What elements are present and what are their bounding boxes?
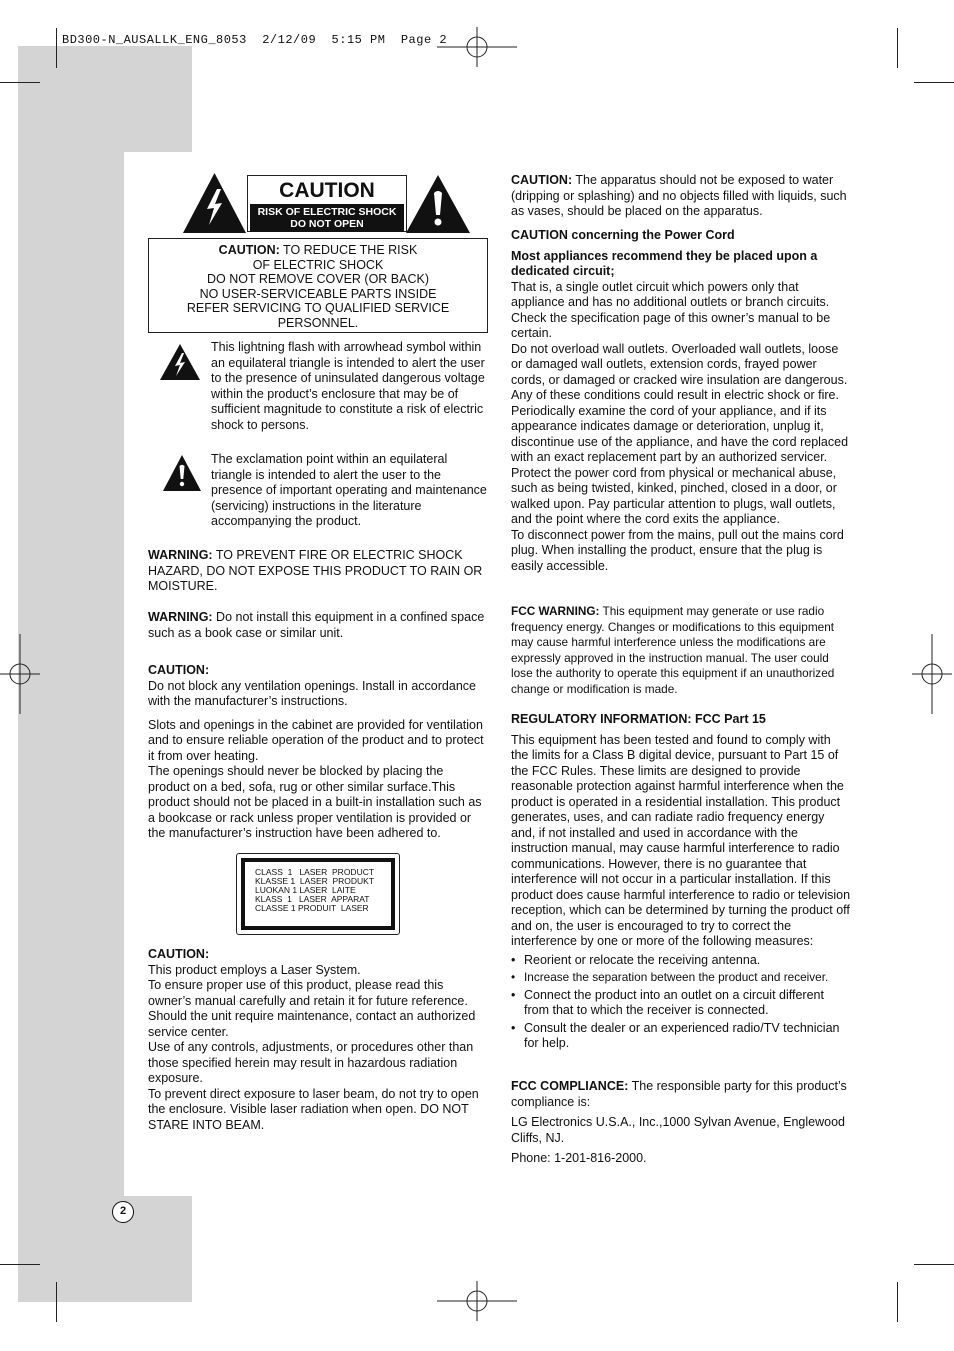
laser-product-label: CLASS 1 LASER PRODUCT KLASSE 1 LASER PRODUKT LUOKAN 1 LASER LAITE KLASS 1 LASER APPARAT CLASSE 1 PRODUIT LASER: [236, 853, 400, 935]
fcc-warning: FCC WARNING: This equipment may generate or use radio frequency energy. Changes or modifications to this equipment may cause harmful interference unless the modifications are expressly approved in the instruction manual. The user could lose the authority to operate this equipment if an unauthorized change or modification is made.: [511, 604, 835, 696]
caution-label-title: CAUTION: [279, 179, 375, 202]
print-slug: BD300-N_AUSALLK_ENG_8053 2/12/09 5:15 PM Page 2: [62, 33, 448, 47]
power-cord-section: CAUTION concerning the Power Cord Most appliances recommend they be placed upon a dedicated circuit; That is, a single outlet circuit which powers only that appliance and has no additional outlets or branch circuits. Check the specification page of this owner’s manual to be certain. Do not overload wall outlets. Overloaded wall outlets, loose or damaged wall outlets, extension cords, frayed power cords, or damaged or cracked wire insulation are dangerous. Any of these conditions could result in electric shock or fire. Periodically examine the cord of your appliance, and if its appearance indicates damage or deterioration, unplug it, discontinue use of the appliance, and have the cord replaced with an exact replacement part by an authorized servicer. Protect the power cord from physical or mechanical abuse, such as being twisted, kinked, pinched, closed in a door, or walked upon. Pay particular attention to plugs, wall outlets, and the point where the cord exits the appliance. To disconnect power from the mains, pull out the mains cord plug. When installing the product, ensure that the plug is easily accessible.: [511, 228, 849, 573]
lightning-warning-icon: [160, 344, 200, 380]
list-item: • Connect the product into an outlet on a circuit different from that to which the receiver is connected.: [511, 988, 851, 1019]
crop-mark: [914, 82, 954, 83]
list-item: • Reorient or relocate the receiving antenna.: [511, 953, 851, 969]
caution-laser: CAUTION: This product employs a Laser System. To ensure proper use of this product, please read this owner’s manual carefully and retain it for future reference. Should the unit require maintenance, contact an authorized service center. Use of any controls, adjustments, or procedures other than those specified herein may result in hazardous radiation exposure. To prevent direct exposure to laser beam, do not try to open the enclosure. Visible laser radiation when open. DO NOT STARE INTO BEAM.: [148, 947, 479, 1132]
crop-mark: [897, 28, 898, 68]
exclamation-explanation: The exclamation point within an equilateral triangle is intended to alert the user to the presence of important operating and maintenance (servicing) instructions in the literature accompanying the product.: [211, 452, 487, 529]
gray-margin-top: [18, 46, 192, 152]
gray-margin-bottom: [18, 1196, 192, 1302]
crop-mark: [0, 82, 40, 83]
lightning-warning-icon: [183, 173, 246, 233]
exclamation-warning-icon: [406, 175, 470, 233]
crop-mark: [914, 1264, 954, 1265]
exclamation-warning-icon: [163, 455, 201, 491]
caution-label-subtitle: RISK OF ELECTRIC SHOCK DO NOT OPEN: [250, 204, 404, 232]
interference-measures-list: [511, 953, 851, 1052]
caution-water: CAUTION: The apparatus should not be exposed to water (dripping or splashing) and no objects filled with liquids, such as vases, should be placed on the apparatus.: [511, 173, 847, 218]
regulatory-information: REGULATORY INFORMATION: FCC Part 15 This equipment has been tested and found to comply with the limits for a Class B digital device, pursuant to Part 15 of the FCC Rules. These limits are designed to provide reasonable protection against harmful interference when the product is operated in a residential installation. This product generates, uses, and can radiate radio frequency energy and, if not installed and used in accordance with the instruction manual, may cause harmful interference to radio communications. However, there is no guarantee that interference will not occur in a particular installation. If this product does cause harmful interference to radio or television reception, which can be determined by turning the product off and on, the user is encouraged to try to correct the interference by one or more of the following measures: • Reorient or relocate the receiving antenna. • Increase the separation between the product and receiver. • Connect the product into an outlet on a circuit different from that to which the receiver is connected. • Consult the dealer or an experienced radio/TV technician for help.: [511, 712, 851, 1052]
registration-mark-icon: [912, 634, 952, 714]
crop-mark: [0, 1264, 40, 1265]
warning-fire: WARNING: TO PREVENT FIRE OR ELECTRIC SHOCK HAZARD, DO NOT EXPOSE THIS PRODUCT TO RAIN OR MOISTURE.: [148, 548, 483, 593]
list-item: • Consult the dealer or an experienced radio/TV technician for help.: [511, 1021, 851, 1052]
caution-label: [247, 175, 407, 232]
registration-mark-icon: [0, 634, 40, 714]
crop-mark: [56, 28, 57, 68]
lightning-explanation: This lightning flash with arrowhead symbol within an equilateral triangle is intended to alert the user to the presence of uninsulated dangerous voltage within the product’s enclosure that may be of sufficient magnitude to constitute a risk of electric shock to persons.: [211, 340, 485, 432]
page-number: 2: [112, 1201, 134, 1223]
caution-ventilation: CAUTION: Do not block any ventilation openings. Install in accordance with the manufacturer’s instructions. Slots and openings in the cabinet are provided for ventilation and to ensure reliable operation of the product and to protect it from over heating. The openings should never be blocked by placing the product on a bed, sofa, rug or other similar surface.This product should not be placed in a built-in installation such as a bookcase or rack unless proper ventilation is provided or the manufacturer’s instruction have been adhered to.: [148, 663, 484, 840]
warning-confined-space: WARNING: Do not install this equipment in a confined space such as a book case or similar unit.: [148, 610, 485, 640]
registration-mark-icon: [437, 27, 517, 67]
registration-mark-icon: [437, 1281, 517, 1321]
list-item: • Increase the separation between the product and receiver.: [511, 970, 851, 986]
crop-mark: [897, 1282, 898, 1322]
crop-mark: [56, 1282, 57, 1322]
fcc-compliance: FCC COMPLIANCE: The responsible party for this product’s compliance is: LG Electronics U.S.A., Inc.,1000 Sylvan Avenue, Englewood Cliffs, NJ. Phone: 1-201-816-2000.: [511, 1079, 847, 1165]
shock-warning-box: CAUTION: TO REDUCE THE RISK OF ELECTRIC SHOCK DO NOT REMOVE COVER (OR BACK) NO USER-SERVICEABLE PARTS INSIDE REFER SERVICING TO QUALIFIED SERVICE PERSONNEL.: [148, 238, 488, 333]
